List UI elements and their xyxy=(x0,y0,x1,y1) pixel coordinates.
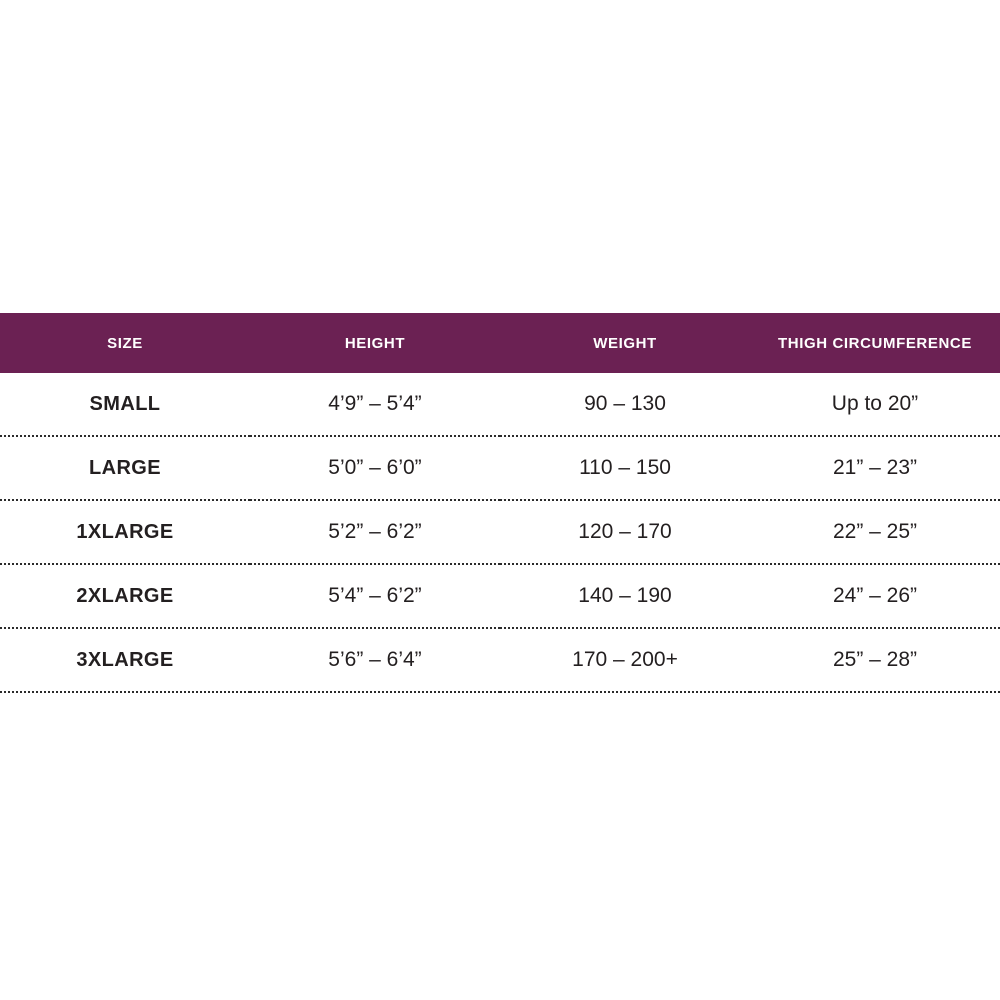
cell-weight: 120 – 170 xyxy=(500,500,750,564)
cell-thigh: 24” – 26” xyxy=(750,564,1000,628)
column-header-weight: WEIGHT xyxy=(500,313,750,373)
cell-height: 4’9” – 5’4” xyxy=(250,373,500,436)
table-row xyxy=(0,436,1000,500)
cell-weight: 140 – 190 xyxy=(500,564,750,628)
cell-thigh: 22” – 25” xyxy=(750,500,1000,564)
column-header-thigh-circumference: THIGH CIRCUMFERENCE xyxy=(750,313,1000,373)
table-header xyxy=(0,313,1000,373)
size-chart xyxy=(0,313,1000,693)
column-header-height: HEIGHT xyxy=(250,313,500,373)
header-row xyxy=(0,313,1000,373)
cell-thigh: Up to 20” xyxy=(750,373,1000,436)
cell-height: 5’4” – 6’2” xyxy=(250,564,500,628)
table-row xyxy=(0,500,1000,564)
cell-height: 5’0” – 6’0” xyxy=(250,436,500,500)
column-header-size: SIZE xyxy=(0,313,250,373)
table-body xyxy=(0,373,1000,692)
table-row xyxy=(0,373,1000,436)
cell-weight: 90 – 130 xyxy=(500,373,750,436)
cell-height: 5’6” – 6’4” xyxy=(250,628,500,692)
cell-thigh: 21” – 23” xyxy=(750,436,1000,500)
table-row xyxy=(0,628,1000,692)
cell-size: LARGE xyxy=(0,436,250,500)
cell-weight: 110 – 150 xyxy=(500,436,750,500)
cell-size: 3XLARGE xyxy=(0,628,250,692)
cell-size: 1XLARGE xyxy=(0,500,250,564)
cell-weight: 170 – 200+ xyxy=(500,628,750,692)
cell-size: 2XLARGE xyxy=(0,564,250,628)
size-chart-table xyxy=(0,313,1000,693)
cell-size: SMALL xyxy=(0,373,250,436)
cell-height: 5’2” – 6’2” xyxy=(250,500,500,564)
cell-thigh: 25” – 28” xyxy=(750,628,1000,692)
table-row xyxy=(0,564,1000,628)
